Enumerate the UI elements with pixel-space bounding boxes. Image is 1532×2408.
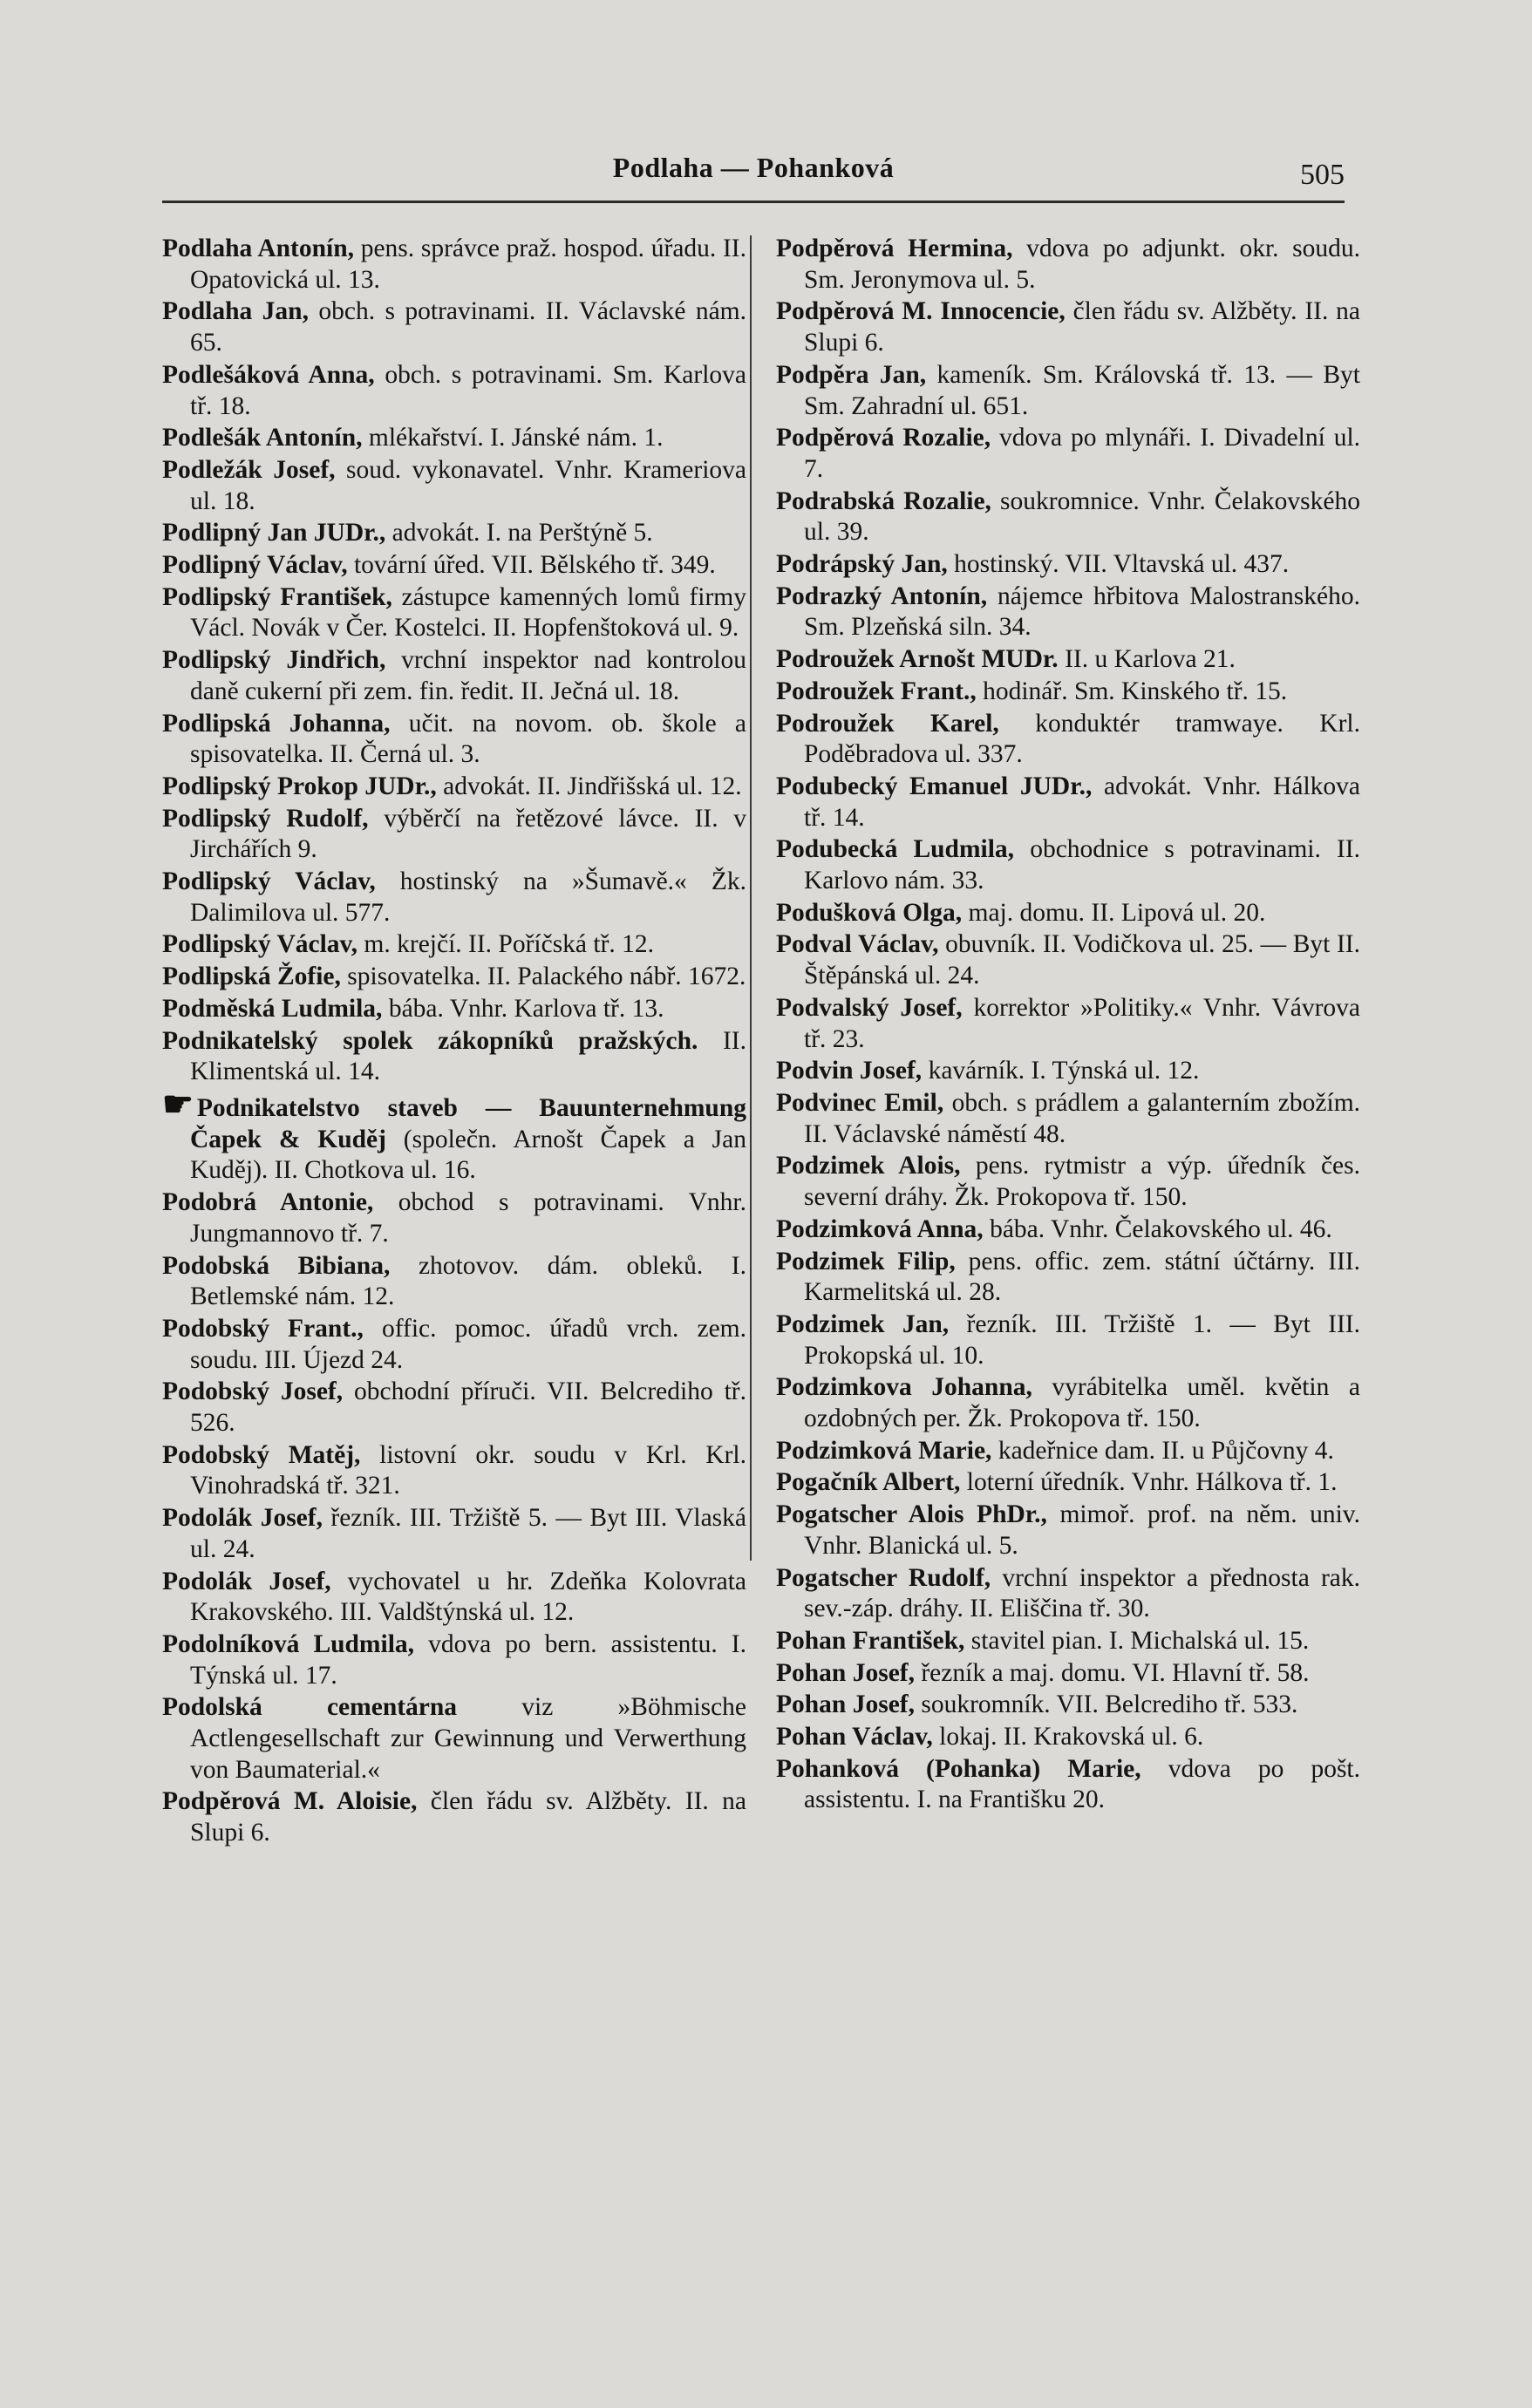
entry-name: Podlipský Rudolf, (162, 804, 369, 833)
entry-details: učit. na novom. ob. škole a spisovatelka. II. Černá ul. 3. (190, 709, 747, 769)
entry-details: obchodnice s potravinami. II. Karlovo nám. 33. (804, 835, 1361, 895)
entry-details: vychovatel u hr. Zdeňka Kolovrata Krakovského. III. Valdštýnská ul. 12. (190, 1567, 746, 1627)
entry-name: Podolák Josef, (162, 1567, 331, 1595)
entry-name: Podolníková Ludmila, (162, 1629, 415, 1658)
entry-details: offic. pomoc. úřadů vrch. zem. soudu. III. Újezd 24. (190, 1314, 746, 1374)
entry-name: Podzimková Anna, (776, 1214, 984, 1243)
entry-name: Podležák Josef, (162, 455, 336, 484)
directory-entry (776, 1309, 1360, 1371)
running-head: Podlaha — Pohanková (612, 152, 895, 183)
directory-entry (776, 644, 1360, 676)
entry-details: obch. s prádlem a galanterním zbožím. II. Václavské náměstí 48. (804, 1088, 1361, 1148)
entry-details: pens. offic. zem. státní účtárny. III. Karmelitská ul. 28. (804, 1247, 1360, 1307)
entry-details: zhotovov. dám. obleků. I. Betlemské nám. 12. (190, 1251, 747, 1311)
entry-name: Podzimek Alois, (776, 1152, 961, 1180)
entry-name: Pogatscher Alois PhDr., (776, 1500, 1047, 1529)
entry-details: vdova po bern. assistentu. I. Týnská ul. 17. (190, 1629, 746, 1690)
entry-details: člen řádu sv. Alžběty. II. na Slupi 6. (804, 297, 1360, 357)
directory-entry (162, 1629, 746, 1691)
entry-details: advokát. Vnhr. Hálkova tř. 14. (804, 772, 1360, 832)
directory-entry (776, 1088, 1360, 1150)
entry-name: Podvin Josef, (776, 1057, 923, 1085)
directory-entry (776, 234, 1360, 296)
directory-entry (162, 1084, 746, 1187)
entry-details: soud. vykonavatel. Vnhr. Krameriova ul. 18. (190, 455, 746, 515)
directory-entry (776, 1500, 1360, 1561)
entry-name: Pohan Václav, (776, 1723, 933, 1752)
directory-entry (162, 962, 746, 993)
entry-details: spisovatelka. II. Palackého nábř. 1672. (347, 963, 746, 991)
directory-entry (776, 360, 1360, 422)
directory-entry (162, 709, 746, 771)
entry-name: Podlipský František, (162, 582, 392, 611)
directory-entry (162, 518, 746, 549)
entry-name: Podpěrová M. Innocencie, (776, 297, 1066, 326)
entry-name: Podroužek Karel, (776, 709, 999, 738)
directory-entry (162, 1377, 746, 1439)
entry-details: zástupce kamenných lomů firmy Václ. Novák v Čer. Kostelci. II. Hopfenštoková ul. 9. (190, 582, 747, 643)
entry-name: Podobská Bibiana, (162, 1251, 391, 1280)
entry-name: Podlipský Václav, (162, 867, 376, 896)
entry-details: konduktér tramwaye. Krl. Poděbradova ul. 337. (804, 709, 1360, 769)
entry-details: kameník. Sm. Královská tř. 13. — Byt Sm. Zahradní ul. 651. (804, 360, 1360, 420)
left-column (162, 234, 746, 1850)
entry-name: Podlipný Václav, (162, 551, 348, 580)
entry-details: (společn. Arnošt Čapek a Jan Kuděj). II. Chotkova ul. 16. (190, 1125, 746, 1185)
directory-entry (162, 1440, 746, 1502)
entry-name: Podobský Frant., (162, 1314, 364, 1343)
directory-entry (162, 867, 746, 929)
pointing-hand-icon: ☛ (162, 1084, 194, 1124)
entry-name: Pohan Josef, (776, 1658, 915, 1687)
entry-details: bába. Vnhr. Čelakovského ul. 46. (990, 1214, 1332, 1243)
directory-entry (162, 1503, 746, 1565)
directory-entry (162, 296, 746, 358)
entry-name: Podnikatelstvo staveb — Bauunternehmung Čapek & Kuděj (190, 1093, 746, 1153)
entry-name: Podval Václav, (776, 930, 939, 959)
entry-name: Podzimek Filip, (776, 1247, 956, 1275)
entry-details: mimoř. prof. na něm. univ. Vnhr. Blanická ul. 5. (804, 1500, 1360, 1560)
directory-entry (162, 1786, 746, 1848)
directory-entry (162, 1251, 746, 1313)
entry-details: výběrčí na řetězové lávce. II. v Jirchářích 9. (190, 804, 747, 864)
entry-details: vrchní inspektor nad kontrolou daně cukerní při zem. fin. ředit. II. Ječná ul. 18. (190, 646, 746, 705)
entry-name: Podpěrová Hermina, (776, 235, 1013, 262)
directory-entry (776, 1563, 1360, 1625)
column-divider (750, 235, 752, 1561)
entry-details: soukromník. VII. Belcrediho tř. 533. (921, 1690, 1298, 1719)
page-header (162, 146, 1345, 203)
entry-name: Pohan František, (776, 1626, 965, 1655)
entry-name: Podměská Ludmila, (162, 994, 383, 1023)
directory-entry (776, 423, 1360, 485)
directory-entry (776, 1626, 1360, 1657)
directory-entry (776, 296, 1360, 358)
directory-entry (776, 772, 1360, 833)
entry-name: Podobský Josef, (162, 1377, 344, 1406)
entry-name: Podzimková Marie, (776, 1436, 992, 1465)
entry-details: obchodní příruči. VII. Belcrediho tř. 526. (190, 1377, 746, 1438)
entry-details: obchod s potravinami. Vnhr. Jungmannovo tř. 7. (190, 1188, 747, 1248)
directory-entry (776, 1247, 1360, 1309)
directory-entry (162, 550, 746, 582)
entry-details: obuvník. II. Vodičkova ul. 25. — Byt II. Štěpánská ul. 24. (804, 930, 1360, 990)
entry-details: vdova po mlynáři. I. Divadelní ul. 7. (804, 424, 1361, 483)
entry-details: advokát. I. na Perštýně 5. (392, 519, 653, 548)
directory-entry (776, 1056, 1360, 1087)
directory-entry (162, 994, 746, 1025)
entry-name: Podpěrová M. Aloisie, (162, 1787, 418, 1816)
entry-name: Pogačník Albert, (776, 1468, 961, 1497)
entry-name: Podubecký Emanuel JUDr., (776, 772, 1093, 800)
directory-entry (776, 1658, 1360, 1690)
entry-details: pens. rytmistr a výp. úředník čes. severní dráhy. Žk. Prokopova tř. 150. (804, 1152, 1360, 1212)
entry-name: Podvalský Josef, (776, 993, 963, 1022)
entry-details: pens. správce praž. hospod. úřadu. II. Opatovická ul. 13. (190, 235, 747, 294)
directory-entry (162, 423, 746, 454)
entry-details: tovární úřed. VII. Bělského tř. 349. (353, 551, 716, 580)
entry-details: korrektor »Politiky.« Vnhr. Vávrova tř. 23. (804, 993, 1360, 1053)
entry-details: hostinský. VII. Vltavská ul. 437. (954, 550, 1290, 579)
directory-entry (162, 582, 746, 644)
entry-details: m. krejčí. II. Poříčská tř. 12. (364, 930, 655, 959)
entry-name: Podušková Olga, (776, 898, 963, 927)
entry-name: Podlipská Johanna, (162, 709, 391, 738)
entry-details: obch. s potravinami. Sm. Karlova tř. 18. (190, 360, 747, 420)
entry-name: Podlipný Jan JUDr., (162, 519, 386, 548)
entry-details: advokát. II. Jindřišská ul. 12. (443, 772, 742, 800)
entry-name: Podrápský Jan, (776, 550, 948, 579)
entry-name: Podroužek Frant., (776, 677, 977, 705)
entry-details: vyrábitelka uměl. květin a ozdobných per. Žk. Prokopova tř. 150. (804, 1373, 1360, 1433)
directory-entry (776, 1214, 1360, 1246)
entry-name: Podubecká Ludmila, (776, 835, 1015, 864)
entry-name: Podobrá Antonie, (162, 1188, 374, 1217)
entry-details: vdova po pošt. assistentu. I. na Františku 20. (804, 1754, 1360, 1814)
entry-name: Podlaha Antonín, (162, 235, 355, 262)
entry-name: Podlaha Jan, (162, 297, 309, 326)
right-column (776, 234, 1360, 1817)
entry-details: člen řádu sv. Alžběty. II. na Slupi 6. (190, 1787, 746, 1847)
entry-name: Podzimkova Johanna, (776, 1373, 1032, 1402)
entry-details: II. Klimentská ul. 14. (190, 1026, 747, 1086)
entry-details: soukromnice. Vnhr. Čelakovského ul. 39. (804, 486, 1360, 547)
entry-name: Podvinec Emil, (776, 1088, 944, 1117)
entry-name: Podolská cementárna (162, 1693, 458, 1722)
entry-details: řezník a maj. domu. VI. Hlavní tř. 58. (921, 1658, 1310, 1687)
directory-entry (776, 993, 1360, 1055)
directory-entry (776, 1372, 1360, 1434)
entry-name: Podlipská Žofie, (162, 963, 341, 991)
directory-entry (162, 1026, 746, 1088)
directory-entry (776, 582, 1360, 643)
directory-entry (776, 1436, 1360, 1467)
entry-details: II. u Karlova 21. (1065, 645, 1236, 674)
directory-entry (162, 1187, 746, 1249)
directory-entry (776, 1690, 1360, 1721)
entry-name: Podpěra Jan, (776, 360, 927, 389)
directory-entry (776, 834, 1360, 896)
directory-entry (162, 234, 746, 296)
directory-entry (162, 804, 746, 866)
entry-name: Podrazký Antonín, (776, 582, 988, 610)
directory-entry (776, 549, 1360, 581)
entry-details: kadeřnice dam. II. u Půjčovny 4. (998, 1436, 1334, 1465)
entry-details: stavitel pian. I. Michalská ul. 15. (970, 1626, 1310, 1655)
entry-name: Podzimek Jan, (776, 1309, 950, 1338)
directory-entry (776, 677, 1360, 708)
entry-name: Podnikatelský spolek zákopníků pražských. (162, 1026, 698, 1055)
directory-entry (776, 1722, 1360, 1753)
entry-name: Podobský Matěj, (162, 1440, 361, 1469)
entry-details: maj. domu. II. Lipová ul. 20. (968, 898, 1266, 927)
entry-details: lokaj. II. Krakovská ul. 6. (939, 1723, 1204, 1752)
directory-entry (162, 645, 746, 707)
directory-entry (162, 1314, 746, 1376)
entry-details: viz »Böhmische Actlengesellschaft zur Gewinnung und Verwerthung von Baumaterial.« (190, 1693, 747, 1784)
directory-entry (776, 486, 1360, 548)
entry-name: Podlešák Antonín, (162, 424, 363, 452)
entry-name: Podroužek Arnošt MUDr. (776, 645, 1059, 674)
directory-entry (776, 1754, 1360, 1816)
entry-name: Pohan Josef, (776, 1690, 915, 1719)
entry-name: Pohanková (Pohanka) Marie, (776, 1754, 1141, 1783)
entry-details: kavárník. I. Týnská ul. 12. (928, 1057, 1200, 1085)
entry-name: Podpěrová Rozalie, (776, 424, 991, 452)
entry-details: loterní úředník. Vnhr. Hálkova tř. 1. (966, 1468, 1338, 1497)
directory-entry (162, 360, 746, 422)
directory-entry (162, 1692, 746, 1786)
entry-details: listovní okr. soudu v Krl. Krl. Vinohradská tř. 321. (190, 1440, 747, 1500)
entry-name: Podrabská Rozalie, (776, 486, 991, 515)
entry-details: vrchní inspektor a přednosta rak. sev.-záp. dráhy. II. Eliščina tř. 30. (804, 1563, 1360, 1623)
directory-entry (162, 455, 746, 517)
entry-name: Podlipský Jindřich, (162, 646, 386, 675)
entry-name: Pogatscher Rudolf, (776, 1563, 991, 1592)
page-number: 505 (1300, 159, 1345, 191)
directory-entry (776, 1467, 1360, 1499)
directory-entry (162, 1567, 746, 1629)
directory-entry (776, 898, 1360, 929)
directory-entry (776, 1151, 1360, 1213)
entry-details: řezník. III. Tržiště 5. — Byt III. Vlaská ul. 24. (190, 1504, 746, 1563)
entry-details: řezník. III. Tržiště 1. — Byt III. Prokopská ul. 10. (804, 1309, 1361, 1370)
entry-name: Podlipský Prokop JUDr., (162, 772, 437, 800)
entry-name: Podlipský Václav, (162, 930, 358, 959)
entry-details: hostinský na »Šumavě.« Žk. Dalimilova ul. 577. (190, 867, 746, 927)
entry-details: vdova po adjunkt. okr. soudu. Sm. Jeronymova ul. 5. (804, 235, 1361, 294)
directory-entry (162, 772, 746, 803)
entry-details: bába. Vnhr. Karlova tř. 13. (388, 994, 664, 1023)
directory-entry (776, 929, 1360, 991)
entry-name: Podolák Josef, (162, 1504, 323, 1533)
directory-entry (776, 709, 1360, 771)
entry-details: hodinář. Sm. Kinského tř. 15. (983, 677, 1288, 705)
entry-details: mlékařství. I. Jánské nám. 1. (368, 424, 664, 452)
entry-details: nájemce hřbitova Malostranského. Sm. Plzeňská siln. 34. (804, 582, 1361, 642)
entry-name: Podlešáková Anna, (162, 360, 375, 389)
directory-entry (162, 929, 746, 961)
entry-details: obch. s potravinami. II. Václavské nám. 65. (190, 297, 746, 357)
